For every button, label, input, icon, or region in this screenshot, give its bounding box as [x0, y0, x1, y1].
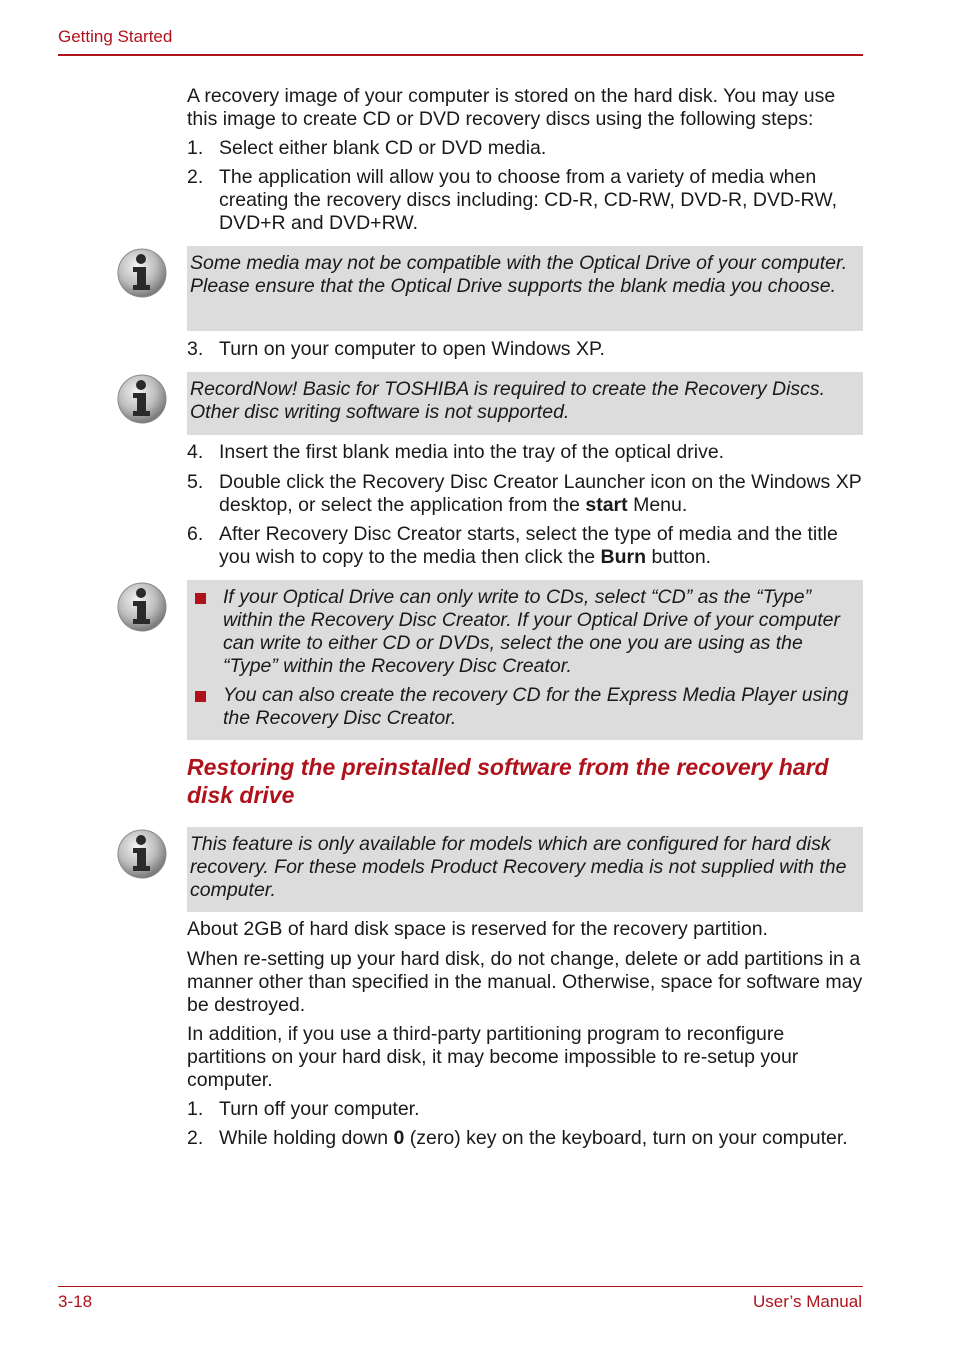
section-header: Getting Started — [58, 27, 173, 46]
menu-name: start — [585, 494, 628, 516]
body-paragraph: About 2GB of hard disk space is reserved for the recovery partition. — [187, 918, 768, 940]
step-text: The application will allow you to choose from a variety of media when creating the recovery discs including: CD-R, CD-RW, DVD-R, DVD-RW, DVD+R and DVD+RW. — [219, 166, 838, 234]
intro-paragraph: A recovery image of your computer is stored on the hard disk. You may use this image to create CD or DVD recovery discs using the following steps: — [187, 85, 836, 130]
bullet-square-icon — [195, 691, 206, 702]
note-text: You can also create the recovery CD for the Express Media Player using the Recovery Disc Creator. — [223, 684, 849, 729]
step-text: Turn on your computer to open Windows XP. — [219, 338, 605, 360]
header-rule — [58, 54, 863, 56]
body-paragraph: In addition, if you use a third-party partitioning program to reconfigure partitions on your hard disk, it may become impossible to re-setup your computer. — [187, 1023, 799, 1091]
step-number: 6. — [187, 523, 204, 545]
step-number: 4. — [187, 441, 204, 463]
list-item — [187, 338, 863, 361]
page-number: 3-18 — [58, 1292, 93, 1311]
footer-rule — [58, 1286, 863, 1287]
list-item — [187, 471, 863, 517]
step-number: 2. — [187, 1127, 204, 1149]
info-icon — [116, 581, 168, 633]
note-box — [187, 580, 863, 740]
list-item — [190, 684, 860, 730]
note-text: This feature is only available for models which are configured for hard disk recovery. For these models Product Recovery media is not supplied with the computer. — [190, 833, 847, 901]
list-item — [187, 137, 863, 160]
info-icon — [116, 828, 168, 880]
info-icon — [116, 373, 168, 425]
note-box — [187, 372, 863, 435]
step-number: 1. — [187, 137, 204, 159]
step-number: 5. — [187, 471, 204, 493]
note-text: RecordNow! Basic for TOSHIBA is required to create the Recovery Discs. Other disc writing software is not supported. — [190, 378, 826, 423]
step-text: Select either blank CD or DVD media. — [219, 137, 547, 159]
info-icon — [116, 247, 168, 299]
body-paragraph: When re-setting up your hard disk, do not change, delete or add partitions in a manner other than specified in the manual. Otherwise, space for software may be destroyed. — [187, 948, 863, 1016]
note-box — [187, 827, 863, 912]
step-number: 3. — [187, 338, 204, 360]
list-item — [187, 1127, 863, 1150]
step-text: Insert the first blank media into the tray of the optical drive. — [219, 441, 725, 463]
note-text: Some media may not be compatible with the Optical Drive of your computer. Please ensure that the Optical Drive supports the blank media you choose. — [190, 252, 848, 297]
list-item — [187, 166, 863, 235]
key-name: 0 — [393, 1127, 405, 1149]
section-heading: Restoring the preinstalled software from the recovery hard disk drive — [187, 754, 829, 808]
step-number: 1. — [187, 1098, 204, 1120]
list-item — [187, 1098, 863, 1121]
list-item — [187, 441, 863, 464]
step-text: While holding down 0 (zero) key on the keyboard, turn on your computer. — [219, 1127, 848, 1149]
list-item — [187, 523, 863, 569]
manual-title: User’s Manual — [753, 1292, 862, 1311]
button-name: Burn — [600, 546, 647, 568]
bullet-square-icon — [195, 593, 206, 604]
step-number: 2. — [187, 166, 204, 188]
step-text: Double click the Recovery Disc Creator Launcher icon on the Windows XP desktop, or select the application from the start Menu. — [219, 471, 862, 516]
note-text: If your Optical Drive can only write to CDs, select “CD” as the “Type” within the Recovery Disc Creator. If your Optical Drive of your computer can write to either CD or DVDs, select the one you are using as the “Type” within the Recovery Disc Creator. — [223, 586, 840, 677]
step-text: Turn off your computer. — [219, 1098, 420, 1120]
step-text: After Recovery Disc Creator starts, select the type of media and the title you wish to copy to the media then click the Burn button. — [219, 523, 838, 568]
list-item — [190, 586, 860, 678]
note-box — [187, 246, 863, 331]
